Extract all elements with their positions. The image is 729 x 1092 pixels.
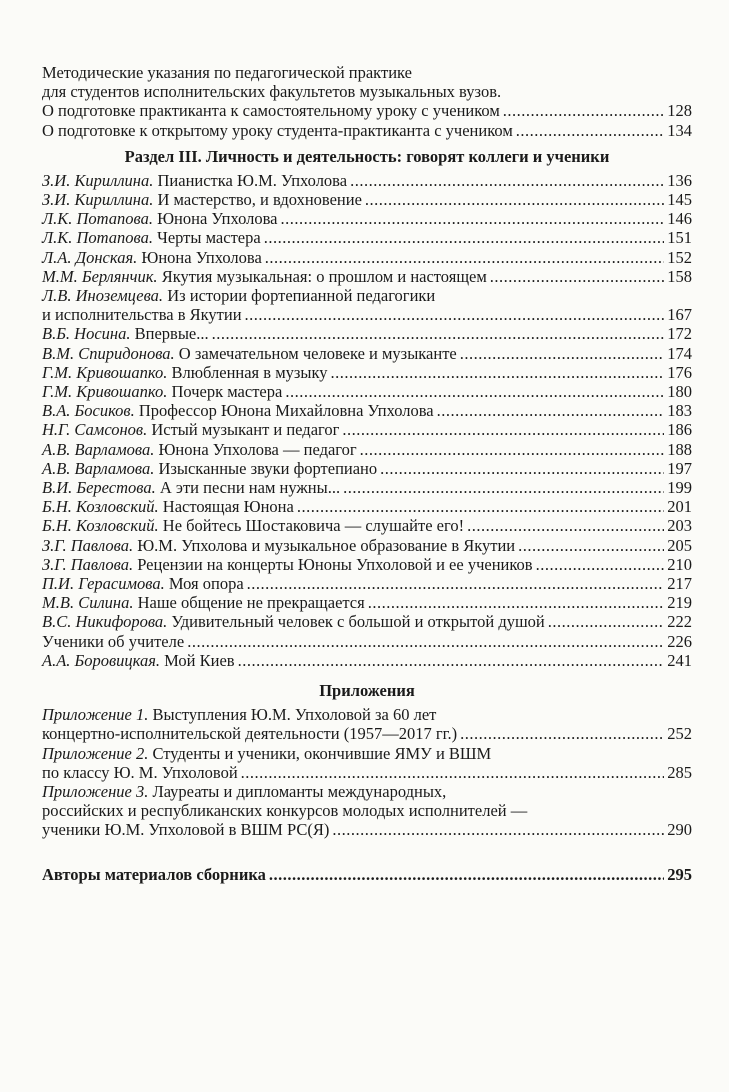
toc-entry-text (42, 248, 262, 267)
appendix-text: по классу Ю. М. Упхоловой (42, 762, 238, 782)
dot-leader (265, 248, 664, 267)
toc-entry-title: Ученики об учителе (42, 631, 185, 651)
page-number: 176 (667, 362, 692, 382)
entry-author: П.И. Герасимова. (42, 574, 165, 594)
page-number: 180 (667, 382, 692, 402)
toc-entry (42, 478, 692, 497)
dot-leader (490, 267, 664, 286)
table-of-contents (42, 63, 692, 884)
page-number: 241 (667, 650, 692, 670)
toc-entry-text (42, 612, 545, 631)
toc-entry-title: И мастерство, и вдохновение (157, 190, 362, 210)
toc-entry (42, 267, 692, 286)
page-number: 290 (667, 820, 692, 840)
page-number: 152 (667, 247, 692, 267)
entry-author: А.А. Боровицкая. (42, 650, 161, 670)
dot-leader (245, 305, 665, 324)
dot-leader (548, 612, 664, 631)
toc-entry-text (42, 420, 339, 439)
toc-entry (42, 101, 692, 120)
toc-entry (42, 536, 692, 555)
dot-leader (342, 420, 664, 439)
toc-entry-text (42, 651, 235, 670)
entry-author: З.Г. Павлова. (42, 554, 134, 574)
toc-entry-title: О подготовке практиканта к самостоятельному уроку с учеником (42, 101, 500, 121)
entry-author: М.В. Силина. (42, 593, 134, 613)
toc-entry (42, 440, 692, 459)
appendix-line (42, 744, 692, 763)
entry-author: А.В. Варламова. (42, 439, 155, 459)
entry-author: Б.Н. Козловский. (42, 497, 159, 517)
toc-entry (42, 632, 692, 651)
entry-author: Л.К. Потапова. (42, 228, 153, 248)
toc-entry (42, 724, 692, 743)
page-number: 128 (667, 101, 692, 121)
page-number: 205 (667, 535, 692, 555)
toc-entry-title: и исполнительства в Якутии (42, 305, 242, 325)
page-number: 158 (667, 266, 692, 286)
toc-entry (42, 651, 692, 670)
appendix-line (42, 705, 692, 724)
entry-author: Л.А. Донская. (42, 247, 138, 267)
appendix-entries (42, 705, 692, 839)
intro-title-line: для студентов исполнительских факультетов музыкальных вузов. (42, 82, 502, 102)
toc-entry-title: Почерк мастера (171, 382, 283, 402)
appendix-label: Приложение 3. (42, 781, 149, 801)
entry-author: З.И. Кириллина. (42, 190, 154, 210)
toc-entry (42, 401, 692, 420)
page-number: 174 (667, 343, 692, 363)
toc-entry (42, 248, 692, 267)
toc-entry-title: Юнона Упхолова (157, 209, 278, 229)
toc-entry (42, 516, 692, 535)
appendix-label: Приложение 1. (42, 705, 149, 725)
toc-entry-title: Влюбленная в музыку (171, 362, 328, 382)
toc-entry-title: Истый музыкант и педагог (151, 420, 340, 440)
page-number: 295 (667, 864, 692, 884)
page-number: 167 (667, 305, 692, 325)
toc-entry-text (42, 497, 294, 516)
toc-entry (42, 382, 692, 401)
toc-entry-text (42, 440, 357, 459)
toc-entry-title: Мой Киев (164, 650, 235, 670)
dot-leader (503, 101, 664, 120)
toc-entry-title: А эти песни нам нужны... (159, 478, 341, 498)
toc-entry (42, 497, 692, 516)
entry-author: В.А. Босиков. (42, 401, 135, 421)
page-number: 197 (667, 458, 692, 478)
toc-entry-text (42, 267, 487, 286)
appendix-text: российских и республиканских конкурсов молодых исполнителей — (42, 801, 528, 821)
toc-entry-text (42, 459, 377, 478)
toc-entry-title: Авторы материалов сборника (42, 864, 266, 884)
appendices-heading: Приложения (319, 681, 415, 701)
entry-author: Б.Н. Козловский. (42, 516, 159, 536)
toc-entry-text (42, 478, 340, 497)
toc-entry (42, 228, 692, 247)
toc-entry (42, 555, 692, 574)
page-number: 199 (667, 478, 692, 498)
toc-entry-authors (42, 865, 692, 884)
toc-entry-text (42, 401, 434, 420)
toc-entry-title: О замечательном человеке и музыканте (178, 343, 457, 363)
dot-leader (264, 228, 665, 247)
toc-entry-text (42, 171, 347, 190)
dot-leader (285, 382, 664, 401)
toc-entry-text (42, 344, 457, 363)
toc-entry (42, 324, 692, 343)
entry-author: В.Б. Носина. (42, 324, 131, 344)
dot-leader (460, 344, 665, 363)
appendix-label: Приложение 2. (42, 743, 149, 763)
page-number: 183 (667, 401, 692, 421)
dot-leader (343, 478, 664, 497)
toc-entry (42, 574, 692, 593)
section-entries (42, 171, 692, 670)
dot-leader (368, 593, 665, 612)
toc-entry-title: Ю.М. Упхолова и музыкальное образование в Якутии (137, 535, 516, 555)
section-heading: Раздел III. Личность и деятельность: говорят коллеги и ученики (124, 146, 610, 166)
toc-entry-title: Моя опора (168, 574, 244, 594)
dot-leader (247, 574, 665, 593)
page-number: 201 (667, 497, 692, 517)
page-number: 219 (667, 593, 692, 613)
appendix-text: Студенты и ученики, окончившие ЯМУ и ВШМ (152, 743, 492, 763)
entry-author: З.И. Кириллина. (42, 170, 154, 190)
toc-entry-text (42, 536, 515, 555)
toc-entry (42, 121, 692, 140)
toc-entry-title: Юнона Упхолова — педагог (158, 439, 357, 459)
dot-leader (187, 632, 664, 651)
dot-leader (467, 516, 664, 535)
entry-author: В.С. Никифорова. (42, 612, 168, 632)
toc-entry-title: Изысканные звуки фортепиано (158, 458, 378, 478)
toc-entry (42, 344, 692, 363)
dot-leader (269, 865, 664, 884)
toc-entry (42, 305, 692, 324)
toc-entry (42, 593, 692, 612)
entry-author: З.Г. Павлова. (42, 535, 134, 555)
appendix-text: Выступления Ю.М. Упхоловой за 60 лет (152, 705, 437, 725)
dot-leader (241, 763, 665, 782)
toc-entry-text (42, 190, 362, 209)
dot-leader (518, 536, 664, 555)
toc-entry (42, 209, 692, 228)
toc-entry-first-line (42, 286, 692, 305)
toc-entry (42, 171, 692, 190)
toc-entry (42, 612, 692, 631)
dot-leader (516, 121, 664, 140)
toc-entry-title: О подготовке к открытому уроку студента-практиканта с учеником (42, 120, 513, 140)
intro-block (42, 63, 692, 140)
dot-leader (460, 724, 664, 743)
toc-entry-text (42, 593, 365, 612)
toc-entry-text (42, 516, 464, 535)
dot-leader (297, 497, 664, 516)
appendix-line (42, 801, 692, 820)
toc-entry-text (42, 382, 282, 401)
entry-author: Г.М. Кривошапко. (42, 382, 168, 402)
page-number: 186 (667, 420, 692, 440)
page-number: 210 (667, 554, 692, 574)
dot-leader (536, 555, 665, 574)
toc-entry-text (42, 574, 244, 593)
toc-entry-title: Юнона Упхолова (141, 247, 262, 267)
page-number: 188 (667, 439, 692, 459)
page-number: 145 (667, 190, 692, 210)
appendix-line (42, 782, 692, 801)
page-number: 252 (667, 724, 692, 744)
toc-entry-title: Черты мастера (157, 228, 261, 248)
dot-leader (281, 209, 665, 228)
entry-author: Л.В. Иноземцева. (42, 286, 164, 306)
page-number: 136 (667, 170, 692, 190)
appendix-text: концертно-исполнительской деятельности (1957—2017 гг.) (42, 724, 458, 744)
toc-entry-text (42, 228, 261, 247)
dot-leader (238, 651, 665, 670)
intro-title-line: Методические указания по педагогической практике (42, 63, 412, 82)
page-number: 203 (667, 516, 692, 536)
page-number: 134 (667, 120, 692, 140)
toc-entry (42, 459, 692, 478)
toc-entry-title: Удивительный человек с большой и открытой душой (171, 612, 545, 632)
toc-entry (42, 190, 692, 209)
dot-leader (350, 171, 664, 190)
appendix-text: Лауреаты и дипломанты международных, (152, 781, 447, 801)
toc-entry (42, 420, 692, 439)
entry-author: Л.К. Потапова. (42, 209, 153, 229)
page-number: 172 (667, 324, 692, 344)
dot-leader (437, 401, 665, 420)
toc-entry-title: Наше общение не прекращается (137, 593, 365, 613)
toc-entry-text (42, 555, 533, 574)
toc-entry-title: Из истории фортепианной педагогики (167, 286, 436, 306)
toc-entry-title: Впервые... (134, 324, 209, 344)
entry-author: М.М. Берлянчик. (42, 266, 158, 286)
entry-author: А.В. Варламова. (42, 458, 155, 478)
toc-entry (42, 820, 692, 839)
page-number: 285 (667, 762, 692, 782)
toc-entry-text (42, 363, 328, 382)
toc-entry-title: Рецензии на концерты Юноны Упхоловой и ее учеников (137, 554, 533, 574)
toc-entry-title: Настоящая Юнона (162, 497, 294, 517)
entry-author: Г.М. Кривошапко. (42, 362, 168, 382)
toc-entry-text (42, 209, 278, 228)
dot-leader (365, 190, 664, 209)
toc-entry-text (42, 324, 209, 343)
entry-author: Н.Г. Самсонов. (42, 420, 148, 440)
page-number: 146 (667, 209, 692, 229)
appendix-text: ученики Ю.М. Упхоловой в ВШМ РС(Я) (42, 820, 330, 840)
page-number: 217 (667, 574, 692, 594)
toc-entry (42, 363, 692, 382)
dot-leader (331, 363, 665, 382)
dot-leader (332, 820, 664, 839)
toc-entry-text (42, 632, 184, 651)
page-number: 151 (667, 228, 692, 248)
toc-entry (42, 763, 692, 782)
page-number: 226 (667, 631, 692, 651)
toc-entry-title: Профессор Юнона Михайловна Упхолова (138, 401, 434, 421)
entry-author: В.М. Спиридонова. (42, 343, 175, 363)
dot-leader (380, 459, 664, 478)
dot-leader (360, 440, 665, 459)
page-number: 222 (667, 612, 692, 632)
entry-author: В.И. Берестова. (42, 478, 156, 498)
dot-leader (212, 324, 665, 343)
toc-entry-title: Якутия музыкальная: о прошлом и настоящем (161, 266, 487, 286)
toc-entry-title: Пианистка Ю.М. Упхолова (157, 170, 348, 190)
toc-entry-title: Не бойтесь Шостаковича — слушайте его! (162, 516, 465, 536)
